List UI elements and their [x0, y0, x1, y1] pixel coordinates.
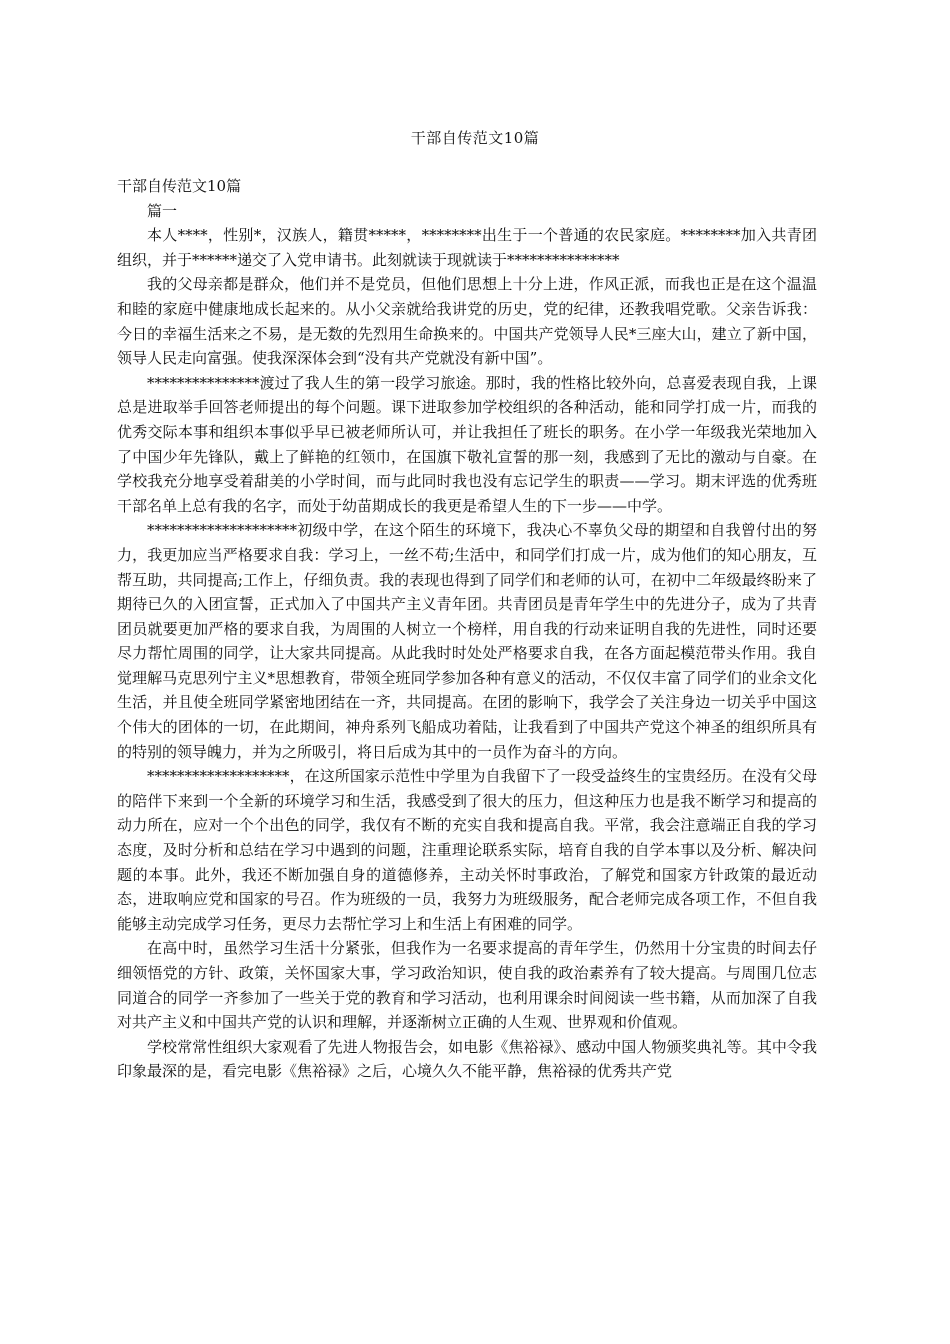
paragraph: 学校常常性组织大家观看了先进人物报告会，如电影《焦裕禄》、感动中国人物颁奖典礼等。其中令我印象最深的是，看完电影《焦裕禄》之后，心境久久不能平静，焦裕禄的优秀共产党	[117, 1037, 817, 1081]
paragraph: ********************初级中学，在这个陌生的环境下，我决心不辜负父母的期望和自我曾付出的努力，我更加应当严格要求自我：学习上，一丝不苟;生活中，和同学们打成一片，成为他们的知心朋友，互帮互助，共同提高;工作上，仔细负责。我的表现也得到了同学们和老师的认可，在初中二年级最终盼来了期待已久的入团宣誓，正式加入了中国共产主义青年团。共青团员是青年学生中的先进分子，成为了共青团员就要更加严格的要求自我，为周围的人树立一个榜样，用自我的行动来证明自我的先进性，同时还要尽力帮忙周围的同学，让大家共同提高。从此我时时处处严格要求自我，在各方面起模范带头作用。我自觉理解马克思列宁主义*思想教育，带领全班同学参加各种有意义的活动，不仅仅丰富了同学们的业余文化生活，并且使全班同学紧密地团结在一齐，共同提高。在团的影响下，我学会了关注身边一切关乎中国这个伟大的团体的一切，在此期间，神舟系列飞船成功着陆，让我看到了中国共产党这个神圣的组织所具有的特别的领导魄力，并为之所吸引，将日后成为其中的一员作为奋斗的方向。	[117, 521, 817, 761]
paragraph: 在高中时，虽然学习生活十分紧张，但我作为一名要求提高的青年学生，仍然用十分宝贵的时间去仔细领悟党的方针、政策，关怀国家大事，学习政治知识，使自我的政治素养有了较大提高。与周围几位志同道合的同学一齐参加了一些关于党的教育和学习活动，也利用课余时间阅读一些书籍，从而加深了自我对共产主义和中国共产党的认识和理解，并逐渐树立正确的人生观、世界观和价值观。	[117, 939, 817, 1032]
paragraph: 本人****，性别*，汉族人，籍贯*****，********出生于一个普通的农民家庭。********加入共青团组织，并于******递交了入党申请书。此刻就读于现就读于***************	[117, 226, 817, 269]
section-label: 篇一	[147, 201, 178, 220]
paragraph: *******************，在这所国家示范性中学里为自我留下了一段受益终生的宝贵经历。在没有父母的陪伴下来到一个全新的环境学习和生活，我感受到了很大的压力，但这种压力也是我不断学习和提高的动力所在，应对一个个出色的同学，我仅有不断的充实自我和提高自我。平常，我会注意端正自我的学习态度，及时分析和总结在学习中遇到的问题，注重理论联系实际，培育自我的自学本事以及分析、解决问题的本事。此外，我还不断加强自身的道德修养，主动关怀时事政治，了解党和国家方针政策的最近动态，进取响应党和国家的号召。作为班级的一员，我努力为班级服务，配合老师完成各项工作，不但自我能够主动完成学习任务，更尽力去帮忙学习上和生活上有困难的同学。	[117, 767, 817, 933]
paragraph: ***************渡过了我人生的第一段学习旅途。那时，我的性格比较外向，总喜爱表现自我，上课总是进取举手回答老师提出的每个问题。课下进取参加学校组织的各种活动，能和同学打成一片，而我的优秀交际本事和组织本事似乎早已被老师所认可，并让我担任了班长的职务。在小学一年级我光荣地加入了中国少年先锋队，戴上了鲜艳的红领巾，在国旗下敬礼宣誓的那一刻，我感到了无比的激动与自豪。在学校我充分地享受着甜美的小学时间，而与此同时我也没有忘记学生的职责——学习。期末评选的优秀班干部名单上总有我的名字，而处于幼苗期成长的我更是希望人生的下一步——中学。	[117, 373, 817, 515]
document-title: 干部自传范文10篇	[410, 129, 540, 147]
document-heading: 干部自传范文10篇	[117, 177, 242, 195]
paragraph: 我的父母亲都是群众，他们并不是党员，但他们思想上十分上进，作风正派，而我也正是在这个温温和睦的家庭中健康地成长起来的。从小父亲就给我讲党的历史，党的纪律，还教我唱党歌。父亲告诉我：今日的幸福生活来之不易，是无数的先烈用生命换来的。中国共产党领导人民*三座大山，建立了新中国，领导人民走向富强。使我深深体会到“没有共产党就没有新中国”。	[117, 275, 817, 368]
document-body	[117, 174, 817, 1084]
